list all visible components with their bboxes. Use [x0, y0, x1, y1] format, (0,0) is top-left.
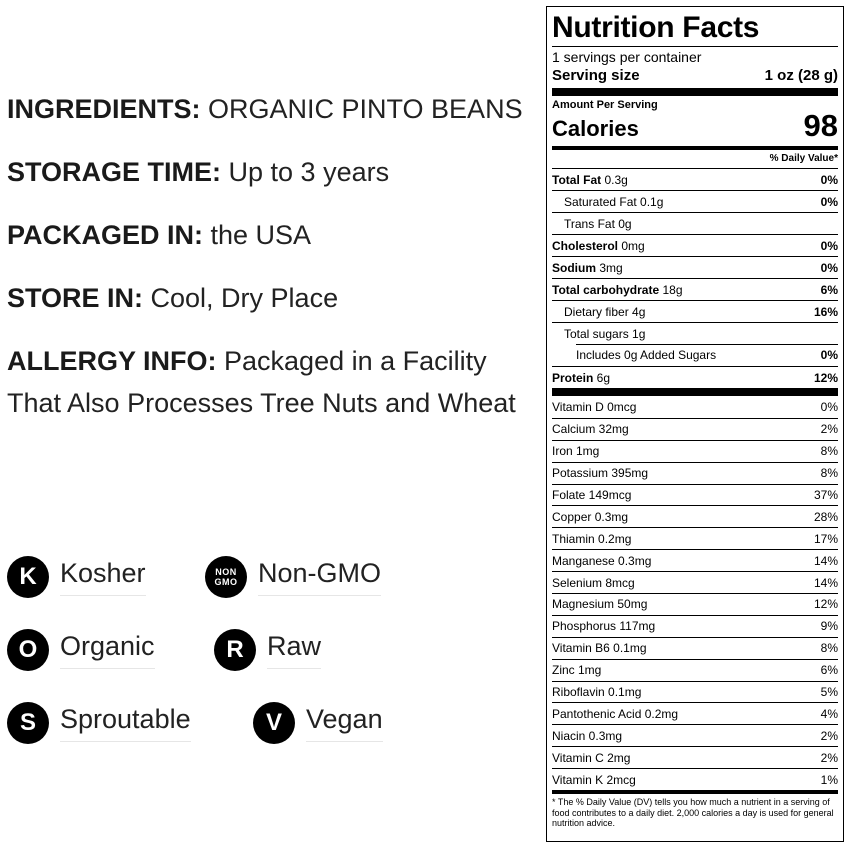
- vitamin-name: Iron 1mg: [552, 444, 600, 459]
- badge-label: Kosher: [60, 558, 146, 596]
- nutrient-dv: 0%: [820, 348, 838, 362]
- vitamin-list: [552, 396, 838, 790]
- nutrient-dv: 16%: [813, 304, 838, 319]
- vitamin-dv: 8%: [820, 444, 838, 459]
- allergy-info-key: ALLERGY INFO:: [7, 346, 217, 376]
- vitamin-dv: 2%: [820, 750, 838, 765]
- badge-vegan: [253, 702, 383, 744]
- badge-label: Sproutable: [60, 704, 191, 742]
- vitamin-dv: 12%: [813, 597, 838, 612]
- serving-size-label: Serving size: [552, 67, 640, 84]
- vitamin-name: Vitamin K 2mcg: [552, 772, 636, 787]
- vitamin-row: [552, 505, 838, 527]
- vitamin-row: [552, 681, 838, 703]
- vitamin-dv: 8%: [820, 466, 838, 481]
- nutrient-name: Trans Fat: [564, 216, 615, 231]
- vitamin-dv: 6%: [820, 663, 838, 678]
- organic-icon: O: [7, 629, 49, 671]
- nutrient-amount: 0g: [614, 216, 632, 231]
- badge-kosher: [7, 556, 146, 598]
- allergy-info-line: [7, 340, 542, 424]
- nutrient-row-protein: [552, 366, 838, 388]
- vitamin-row: [552, 571, 838, 593]
- nutrient-row-total-fat: [552, 168, 838, 190]
- nutrient-amount: 1g: [628, 326, 646, 341]
- nutrient-amount: 4g: [628, 304, 646, 319]
- serving-size-value: 1 oz (28 g): [764, 67, 838, 84]
- vitamin-row: [552, 746, 838, 768]
- badge-label: Organic: [60, 631, 155, 669]
- vitamin-row: [552, 549, 838, 571]
- store-in-line: [7, 277, 542, 319]
- vitamin-dv: 37%: [813, 488, 838, 502]
- ingredients-line: [7, 88, 542, 130]
- badge-organic: [7, 629, 155, 671]
- nutrient-row-total-sugars: [552, 322, 838, 344]
- nutrient-name: Includes 0g Added Sugars: [576, 348, 717, 362]
- vitamin-name: Potassium 395mg: [552, 466, 649, 481]
- nutrient-dv: 0%: [820, 172, 838, 187]
- storage-time-line: [7, 151, 542, 193]
- daily-value-footnote: * The % Daily Value (DV) tells you how much a nutrient in a serving of food contributes to a daily diet. 2,000 calories a day is used for general nutrition advice.: [552, 797, 834, 829]
- badge-list: [7, 556, 447, 775]
- vitamin-row: [552, 396, 838, 418]
- nutrient-amount: 3mg: [596, 260, 623, 275]
- vitamin-dv: 14%: [813, 575, 838, 590]
- nutrient-amount: 0.1g: [636, 194, 664, 209]
- badge-row: [7, 629, 447, 702]
- store-in-key: STORE IN:: [7, 283, 144, 313]
- vitamin-row: [552, 615, 838, 637]
- badge-label: Raw: [267, 631, 321, 669]
- vitamin-row: [552, 418, 838, 440]
- divider: [552, 88, 838, 96]
- nutrient-row-saturated-fat: [552, 190, 838, 212]
- nutrient-dv: 0%: [820, 238, 838, 253]
- badge-row: [7, 556, 447, 629]
- nutrient-name: Saturated Fat: [564, 194, 637, 209]
- vitamin-row: [552, 702, 838, 724]
- nutrient-name: Dietary fiber: [564, 304, 629, 319]
- amount-per-serving: Amount Per Serving: [552, 99, 658, 111]
- nutrient-row-total-carbohydrate: [552, 278, 838, 300]
- badge-row: [7, 702, 447, 775]
- vitamin-name: Vitamin D 0mcg: [552, 399, 637, 414]
- daily-value-header: % Daily Value*: [769, 153, 838, 164]
- vitamin-dv: 14%: [813, 553, 838, 568]
- nutrient-name: Total Fat: [552, 172, 602, 187]
- badge-label: Non-GMO: [258, 558, 381, 596]
- vitamin-name: Thiamin 0.2mg: [552, 531, 632, 546]
- nutrient-name: Total sugars: [564, 326, 629, 341]
- vitamin-row: [552, 527, 838, 549]
- vitamin-name: Riboflavin 0.1mg: [552, 685, 642, 700]
- vitamin-row: [552, 484, 838, 506]
- badge-sproutable: [7, 702, 191, 744]
- ingredients-key: INGREDIENTS:: [7, 94, 201, 124]
- nutrition-title: Nutrition Facts: [552, 11, 760, 44]
- nutrient-amount: 18g: [659, 282, 683, 297]
- vitamin-row: [552, 637, 838, 659]
- nutrition-facts-panel: [546, 6, 844, 842]
- nutrient-row-cholesterol: [552, 234, 838, 256]
- nutrient-dv: 12%: [813, 370, 838, 385]
- nutrient-dv: 6%: [820, 282, 838, 297]
- vitamin-name: Zinc 1mg: [552, 663, 602, 678]
- divider: [552, 388, 838, 396]
- calories-label: Calories: [552, 116, 639, 141]
- vitamin-name: Magnesium 50mg: [552, 597, 648, 612]
- packaged-in-key: PACKAGED IN:: [7, 220, 204, 250]
- vitamin-dv: 1%: [820, 772, 838, 787]
- serving-size: [552, 66, 838, 88]
- vitamin-name: Manganese 0.3mg: [552, 553, 652, 568]
- badge-label: Vegan: [306, 704, 383, 742]
- packaged-in-line: [7, 214, 542, 256]
- packaged-in-value: the USA: [203, 220, 312, 250]
- vitamin-name: Calcium 32mg: [552, 422, 629, 437]
- vitamin-name: Vitamin C 2mg: [552, 750, 631, 765]
- nutrient-amount: 0mg: [618, 238, 645, 253]
- vitamin-dv: 2%: [820, 422, 838, 437]
- vitamin-row: [552, 724, 838, 746]
- ingredients-value: ORGANIC PINTO BEANS: [200, 94, 523, 124]
- nutrient-amount: 0.3g: [601, 172, 628, 187]
- badge-non-gmo: [205, 556, 381, 598]
- product-info: [7, 88, 542, 424]
- allergy-info-value: Packaged in a Facility That Also Processes Tree Nuts and Wheat: [7, 346, 516, 418]
- vitamin-dv: 8%: [820, 641, 838, 656]
- calories-value: 98: [803, 108, 838, 143]
- nutrient-row-dietary-fiber: [552, 300, 838, 322]
- raw-icon: R: [214, 629, 256, 671]
- storage-time-value: Up to 3 years: [221, 157, 390, 187]
- vitamin-dv: 17%: [813, 531, 838, 546]
- calories-row: [552, 108, 838, 146]
- vitamin-name: Phosphorus 117mg: [552, 619, 656, 634]
- servings-per-container: 1 servings per container: [552, 49, 702, 65]
- nutrient-name: Protein: [552, 370, 594, 385]
- vegan-icon: V: [253, 702, 295, 744]
- nutrient-row-sodium: [552, 256, 838, 278]
- vitamin-dv: 4%: [820, 706, 838, 721]
- nutrient-dv: 0%: [820, 260, 838, 275]
- vitamin-row: [552, 593, 838, 615]
- nutrient-dv: 0%: [820, 194, 838, 209]
- vitamin-dv: 9%: [820, 619, 838, 634]
- vitamin-dv: 0%: [820, 399, 838, 414]
- non-gmo-icon: NON GMO: [205, 556, 247, 598]
- vitamin-row: [552, 440, 838, 462]
- vitamin-name: Selenium 8mcg: [552, 575, 635, 590]
- vitamin-row: [552, 462, 838, 484]
- store-in-value: Cool, Dry Place: [143, 283, 339, 313]
- vitamin-name: Niacin 0.3mg: [552, 728, 623, 743]
- sproutable-icon: S: [7, 702, 49, 744]
- kosher-icon: K: [7, 556, 49, 598]
- badge-raw: [214, 629, 321, 671]
- vitamin-dv: 2%: [820, 728, 838, 743]
- vitamin-name: Vitamin B6 0.1mg: [552, 641, 647, 656]
- nutrient-row-trans-fat: [552, 212, 838, 234]
- nutrient-row-added-sugars: [552, 344, 838, 366]
- vitamin-dv: 5%: [820, 685, 838, 700]
- nutrient-name: Cholesterol: [552, 238, 619, 253]
- vitamin-row: [552, 768, 838, 790]
- vitamin-name: Folate 149mcg: [552, 488, 632, 502]
- nutrient-name: Total carbohydrate: [552, 282, 660, 297]
- vitamin-name: Pantothenic Acid 0.2mg: [552, 706, 679, 721]
- storage-time-key: STORAGE TIME:: [7, 157, 222, 187]
- vitamin-row: [552, 659, 838, 681]
- nutrient-name: Sodium: [552, 260, 596, 275]
- vitamin-dv: 28%: [813, 509, 838, 524]
- vitamin-name: Copper 0.3mg: [552, 509, 629, 524]
- nutrient-amount: 6g: [593, 370, 611, 385]
